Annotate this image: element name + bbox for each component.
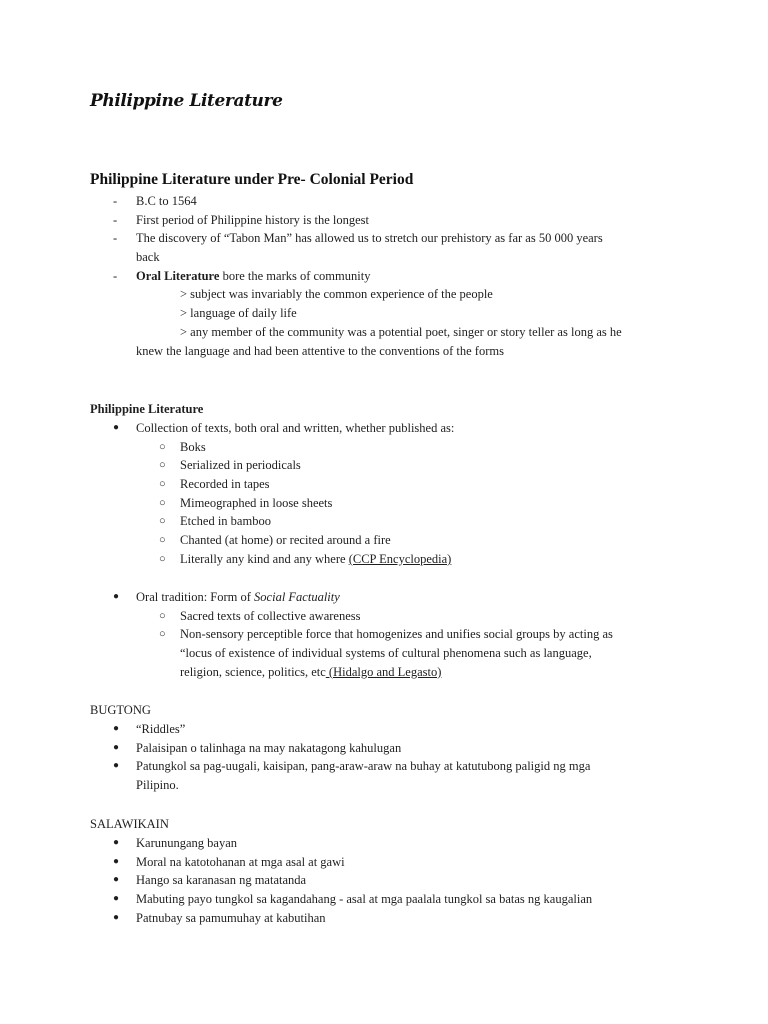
bullet-marker: ● [113, 741, 120, 753]
list-item: - B.C to 1564 [0, 192, 768, 211]
section-heading-salawikain: SALAWIKAIN [90, 817, 169, 831]
section-heading-philippine-literature: Philippine Literature [90, 402, 204, 416]
circle-marker: ○ [159, 552, 166, 565]
list-item: ● Karunungang bayan [0, 834, 768, 853]
sub-point: > any member of the community was a potential poet, singer or story teller as long as he [180, 324, 622, 339]
list-item: - The discovery of “Tabon Man” has allowed us to stretch our prehistory as far as 50 000 years [0, 229, 768, 248]
list-item-oral-literature: - Oral Literature bore the marks of community [0, 267, 768, 286]
list-item: ● Mabuting payo tungkol sa kagandahang - asal at mga paalala tungkol sa batas ng kaugalian [0, 890, 768, 909]
dash-marker: - [113, 194, 118, 208]
circle-marker: ○ [159, 459, 166, 472]
bullet-marker: ● [113, 893, 120, 905]
bullet-marker: ● [113, 837, 120, 848]
sub-list-item-continuation: religion, science, politics, etc (Hidalgo and Legasto) [180, 664, 442, 679]
list-item: ● Palaisipan o talinhaga na may nakatagong kahulugan [0, 739, 768, 758]
list-item: ● Moral na katotohanan at mga asal at gawi [0, 853, 768, 872]
dash-marker: - [113, 212, 118, 227]
sub-list-item: ○ Chanted (at home) or recited around a fire [0, 531, 768, 550]
list-item: ● Patungkol sa pag-uugali, kaisipan, pang-araw-araw na buhay at katutubong paligid ng mga [0, 757, 768, 776]
circle-marker: ○ [159, 534, 166, 547]
circle-marker: ○ [159, 478, 166, 491]
list-item-continuation: back [136, 250, 160, 265]
sub-list-item: ○ Boks [0, 438, 768, 457]
circle-marker: ○ [159, 440, 166, 453]
sub-list-item: ○ Recorded in tapes [0, 475, 768, 494]
bullet-marker: ● [113, 760, 120, 772]
sub-list-item: ○ Literally any kind and any where (CCP Encyclopedia) [0, 550, 768, 569]
philippine-literature-list [0, 419, 768, 569]
list-item: ● “Riddles” [0, 720, 768, 739]
list-item: ● Collection of texts, both oral and written, whether published as: [0, 419, 768, 438]
dash-marker: - [113, 268, 118, 283]
precolonial-list [0, 192, 768, 360]
sub-list-item-continuation: “locus of existence of individual systems of cultural phenomena such as language, [180, 646, 592, 661]
sub-point-continuation: knew the language and had been attentive to the conventions of the forms [136, 343, 504, 358]
citation-ccp-encyclopedia: (CCP Encyclopedia) [348, 551, 452, 566]
bullet-marker: ● [113, 911, 120, 923]
list-item-continuation: Pilipino. [136, 778, 179, 793]
bullet-marker: ● [113, 874, 120, 886]
list-item: ● Hango sa karanasan ng matatanda [0, 871, 768, 890]
sub-point: > language of daily life [180, 306, 297, 321]
sub-list-item: ○ Serialized in periodicals [0, 456, 768, 475]
circle-marker: ○ [159, 515, 166, 528]
list-item: - First period of Philippine history is the longest [0, 211, 768, 230]
salawikain-list [0, 834, 768, 927]
sub-list-item: ○ Mimeographed in loose sheets [0, 494, 768, 513]
section-heading-precolonial: Philippine Literature under Pre- Colonial Period [90, 171, 414, 188]
bullet-marker: ● [113, 422, 120, 433]
citation-hidalgo-legasto: (Hidalgo and Legasto) [325, 664, 442, 679]
list-item: ● Patnubay sa pamumuhay at kabutihan [0, 909, 768, 928]
document-title: Philippine Literature [90, 91, 283, 111]
bullet-marker: ● [113, 591, 120, 602]
circle-marker: ○ [159, 496, 166, 509]
sub-point: > subject was invariably the common experience of the people [180, 287, 493, 302]
circle-marker: ○ [159, 628, 166, 641]
section-heading-bugtong: BUGTONG [90, 703, 151, 717]
oral-tradition-list [0, 588, 768, 681]
bullet-marker: ● [113, 855, 120, 867]
circle-marker: ○ [159, 609, 166, 622]
sub-list-item: ○ Sacred texts of collective awareness [0, 607, 768, 626]
sub-list-item: ○ Non-sensory perceptible force that homogenizes and unifies social groups by acting as [0, 625, 768, 644]
bullet-marker: ● [113, 723, 120, 734]
bugtong-list [0, 720, 768, 795]
list-item: ● Oral tradition: Form of Social Factuality [0, 588, 768, 607]
dash-marker: - [113, 231, 118, 246]
sub-list-item: ○ Etched in bamboo [0, 512, 768, 531]
